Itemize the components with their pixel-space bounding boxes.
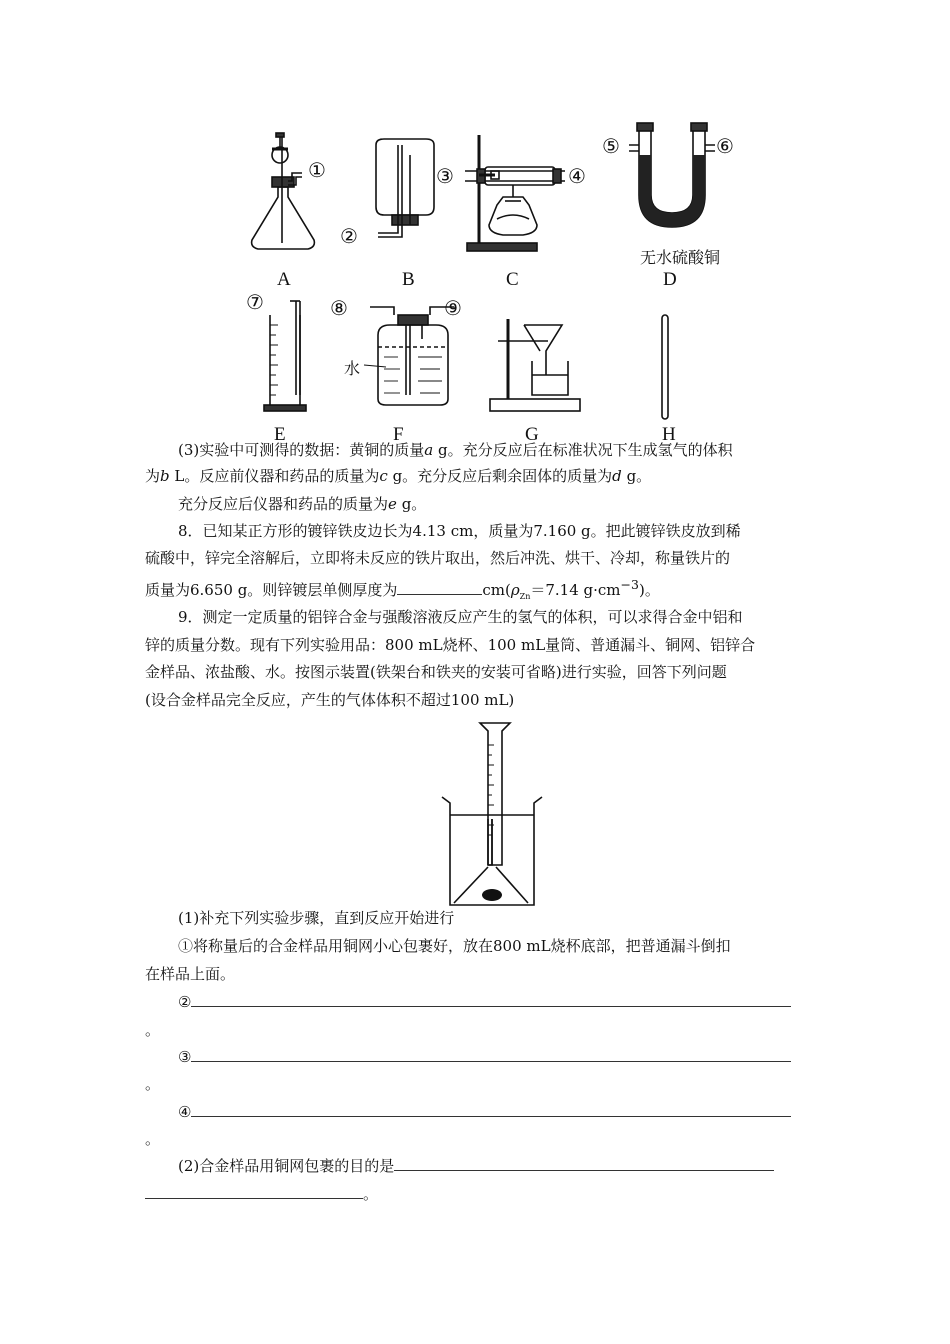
exponent: −3 [620,577,639,592]
q9-2-line2 [145,1181,378,1207]
var-c: c [379,467,388,485]
apparatus-letter: C [506,269,519,290]
text: 质量为6.650 g。则锌镀层单侧厚度为 [145,581,398,599]
answer-blank[interactable] [191,992,791,1007]
port-label: ⑤ [602,134,620,158]
port-label: ③ [436,164,454,188]
q9-line2: 锌的质量分数。现有下列实验用品：800 mL烧杯、100 mL量筒、普通漏斗、铜网、铝锌合 [145,636,756,654]
port-label: ⑦ [246,290,264,314]
rho-symbol: ρ [510,581,520,599]
apparatus-d [629,123,715,227]
q8-line2: 硫酸中，锌完全溶解后，立即将未反应的铁片取出，然后冲洗、烘干、冷却，称量铁片的 [145,549,731,567]
period: 。 [145,1130,161,1148]
q9-1-title: (1)补充下列实验步骤，直到反应开始进行 [178,909,455,927]
q9-1-step1b: 在样品上面。 [145,965,236,983]
var-d: d [612,467,622,485]
port-label: ④ [568,164,586,188]
apparatus-c [465,135,565,251]
text: 为 [145,467,161,485]
answer-blank[interactable] [397,580,482,595]
rho-subscript: Zn [519,592,531,601]
text: g。充分反应后在标准状况下生成氢气的体积 [437,441,733,459]
q9-1-step2 [178,989,791,1015]
apparatus-h [662,315,668,419]
q9-line3: 金样品、浓盐酸、水。按图示装置(铁架台和铁夹的安装可省略)进行实验，回答下列问题 [145,663,727,681]
q8-line1: 8．已知某正方形的镀锌铁皮边长为4.13 cm，质量为7.160 g。把此镀锌铁皮放到稀 [178,522,741,540]
text: ③ [178,1048,192,1066]
apparatus-letter: D [663,269,677,290]
q9-line4: (设合金样品完全反应，产生的气体体积不超过100 mL) [145,691,515,709]
port-label: ⑥ [716,134,734,158]
period: 。 [145,1021,161,1039]
var-e: e [388,495,397,513]
apparatus-g [490,319,580,411]
apparatus-a [252,133,315,249]
port-label: ① [308,158,326,182]
text: L。反应前仪器和药品的质量为 [174,467,380,485]
text: g。 [401,495,427,513]
apparatus-figure [230,115,770,445]
gas-collection-figure [436,715,548,915]
answer-blank[interactable] [145,1184,363,1199]
q9-1-step3 [178,1044,791,1070]
answer-blank[interactable] [191,1102,791,1117]
answer-blank[interactable] [191,1047,791,1062]
q9-1-step1a: ①将称量后的合金样品用铜网小心包裹好，放在800 mL烧杯底部，把普通漏斗倒扣 [178,937,731,955]
q7-3-line3 [178,491,426,517]
apparatus-letter: A [277,269,291,290]
q7-3-line1 [178,437,733,463]
f-water-label: 水 [344,359,361,378]
alloy-sample [482,889,502,901]
text: (3)实验中可测得的数据：黄铜的质量 [178,441,425,459]
apparatus-letter: H [662,424,676,445]
text: ＝7.14 g·cm [530,581,621,599]
text: cm( [482,581,511,599]
apparatus-letter: G [525,424,539,445]
apparatus-letter: F [393,424,404,445]
text: g。 [626,467,652,485]
port-label: ⑧ [330,296,348,320]
text: (2)合金样品用铜网包裹的目的是 [178,1157,395,1175]
text: 。 [363,1185,379,1203]
apparatus-f [364,307,454,405]
var-a: a [424,441,434,459]
var-b: b [160,467,170,485]
apparatus-e [264,301,306,411]
apparatus-letter: B [402,269,415,290]
text: 充分反应后仪器和药品的质量为 [178,495,389,513]
port-label: ⑨ [444,296,462,320]
text: ② [178,993,192,1011]
q9-line1: 9．测定一定质量的铝锌合金与强酸溶液反应产生的氢气的体积，可以求得合金中铝和 [178,608,743,626]
text: g。充分反应后剩余固体的质量为 [392,467,613,485]
q7-3-line2 [145,463,651,489]
text: ④ [178,1103,192,1121]
apparatus-b [376,139,434,237]
text: )。 [638,581,660,599]
port-label: ② [340,224,358,248]
q9-2-line1 [178,1153,774,1179]
answer-blank[interactable] [394,1156,774,1171]
q9-1-step4 [178,1099,791,1125]
apparatus-letter: E [274,424,286,445]
period: 。 [145,1075,161,1093]
d-caption: 无水硫酸铜 [640,248,721,267]
